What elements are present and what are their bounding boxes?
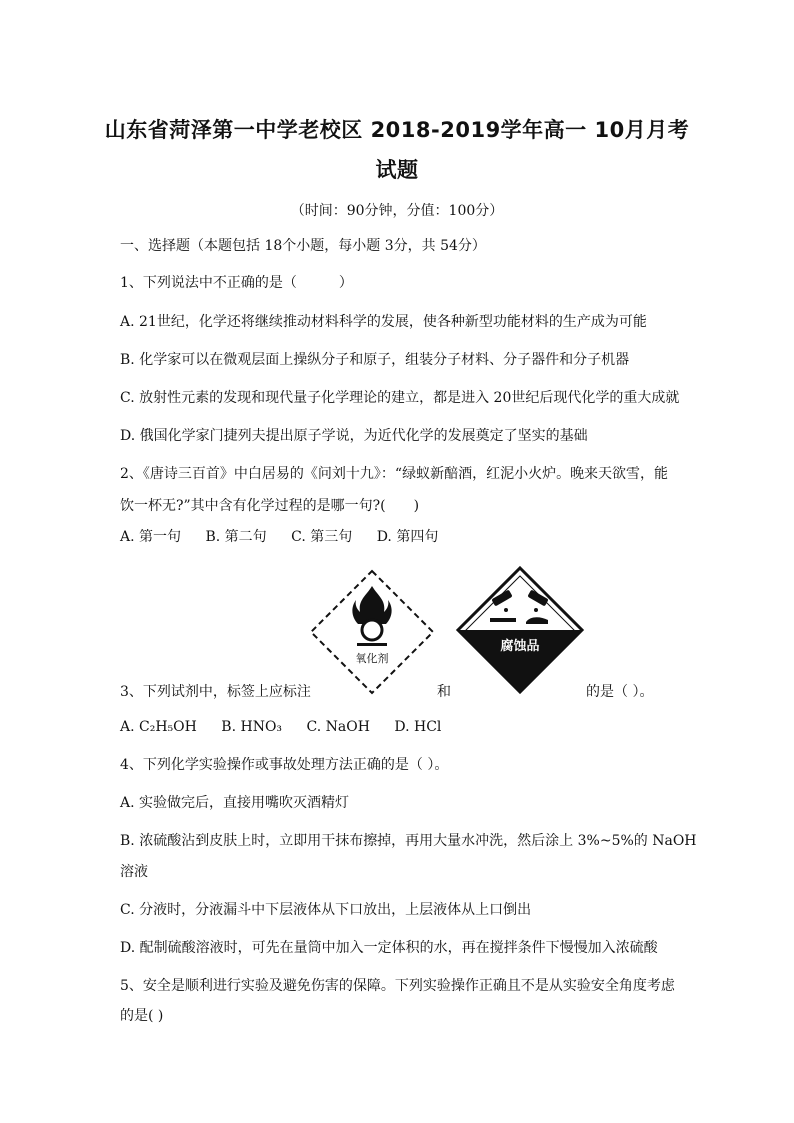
q2-option-d: D. 第四句 (376, 529, 439, 545)
q4-option-b-line-1: B. 浓硫酸沾到皮肤上时，立即用干抹布擦掉，再用大量水冲洗，然后涂上 3%~5%的 NaOH (120, 833, 697, 849)
q4-option-c: C. 分液时，分液漏斗中下层液体从下口放出，上层液体从上口倒出 (120, 902, 532, 918)
q1-stem: 1、下列说法中不正确的是（ ） (120, 275, 353, 291)
q1-option-d: D. 俄国化学家门捷列夫提出原子学说，为近代化学的发展奠定了坚实的基础 (120, 428, 588, 444)
q2-options (120, 527, 458, 547)
corrosive-hazard-sign (454, 564, 586, 696)
q4-option-d: D. 配制硫酸溶液时，可先在量筒中加入一定体积的水，再在搅拌条件下慢慢加入浓硫酸 (120, 940, 658, 956)
q5-stem-line-1: 5、安全是顺利进行实验及避免伤害的保障。下列实验操作正确且不是从实验安全角度考虑 (120, 978, 675, 994)
q3-option-a: A. C₂H₅OH (120, 719, 197, 735)
q3-stem-and: 和 (437, 684, 451, 700)
section-heading: 一、选择题（本题包括 18个小题，每小题 3分，共 54分） (120, 238, 486, 254)
oxidizer-hazard-sign (308, 568, 436, 696)
q3-options (120, 717, 461, 737)
q3-option-d: D. HCl (394, 719, 442, 735)
q1-option-a: A. 21世纪，化学还将继续推动材料科学的发展，使各种新型功能材料的生产成为可能 (120, 314, 647, 330)
q2-option-c: C. 第三句 (291, 529, 353, 545)
q5-stem-line-2: 的是( ) (120, 1008, 164, 1024)
q2-stem-line-2: 饮一杯无?”其中含有化学过程的是哪一句?( ) (120, 498, 420, 514)
q3-stem-end: 的是（ ）。 (586, 684, 654, 700)
corrosive-sign-label: 腐蚀品 (500, 639, 540, 654)
q3-stem-start: 3、下列试剂中，标签上应标注 (120, 684, 311, 700)
oxidizer-sign-label: 氧化剂 (355, 652, 389, 665)
exam-subtitle: （时间：90分钟，分值：100分） (290, 203, 504, 219)
title-line-2: 试题 (375, 158, 419, 182)
q4-option-b-line-2: 溶液 (120, 864, 148, 880)
q1-option-b: B. 化学家可以在微观层面上操纵分子和原子，组装分子材料、分子器件和分子机器 (120, 352, 630, 368)
title-line-1: 山东省菏泽第一中学老校区 2018-2019学年高一 10月月考 (104, 118, 690, 142)
q2-option-b: B. 第二句 (205, 529, 267, 545)
q4-option-a: A. 实验做完后，直接用嘴吹灭酒精灯 (120, 795, 350, 811)
q2-stem-line-1: 2、《唐诗三百首》中白居易的《问刘十九》：“绿蚁新醅酒，红泥小火炉。晚来天欲雪，能 (120, 466, 669, 482)
q1-option-c: C. 放射性元素的发现和现代量子化学理论的建立，都是进入 20世纪后现代化学的重大成就 (120, 390, 680, 406)
q2-option-a: A. 第一句 (120, 529, 182, 545)
q3-option-b: B. HNO₃ (221, 719, 283, 735)
q3-option-c: C. NaOH (306, 719, 370, 735)
q4-stem: 4、下列化学实验操作或事故处理方法正确的是（ ）。 (120, 757, 449, 773)
